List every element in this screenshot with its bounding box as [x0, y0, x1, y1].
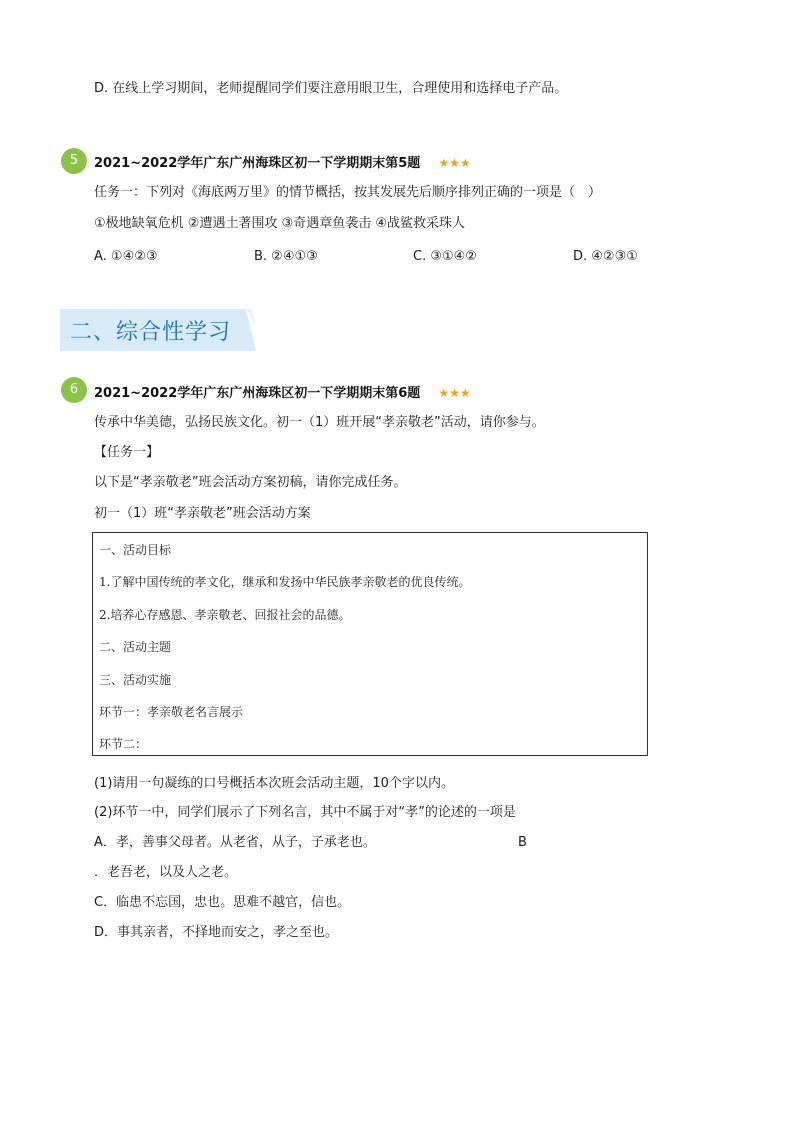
- plan-line: 三、活动实施: [99, 673, 172, 687]
- section-banner: [60, 309, 256, 351]
- difficulty-stars: ★★★: [438, 386, 471, 400]
- plan-line: 1.了解中国传统的孝文化，继承和发扬中华民族孝亲敬老的优良传统。: [99, 575, 471, 589]
- question-header: [94, 384, 471, 403]
- question-stem: 任务一：下列对《海底两万里》的情节概括，按其发展先后顺序排列正确的一项是（ ）: [94, 185, 602, 200]
- plan-title: 初一（1）班“孝亲敬老”班会活动方案: [94, 506, 311, 521]
- question-intro: 传承中华美德，弘扬民族文化。初一（1）班开展“孝亲敬老”活动，请你参与。: [94, 415, 545, 430]
- option-a: A．孝，善事父母者。从老省，从子，子承老也。: [94, 835, 376, 850]
- sub-question-2: (2)环节一中，同学们展示了下列名言，其中不属于对“孝”的论述的一项是: [94, 805, 516, 820]
- question-title: 2021~2022学年广东广州海珠区初一下学期期末第5题: [94, 156, 421, 171]
- question-number-badge: 6: [61, 377, 87, 403]
- option-a: A. ①④②③: [94, 249, 158, 264]
- sub-question-1: (1)请用一句凝练的口号概括本次班会活动主题，10个字以内。: [94, 776, 454, 791]
- section-title: 二、综合性学习: [70, 320, 232, 345]
- option-b-text: ．老吾老，以及人之老。: [94, 865, 238, 880]
- q4-option-d: D. 在线上学习期间，老师提醒同学们要注意用眼卫生，合理使用和选择电子产品。: [94, 81, 568, 96]
- difficulty-stars: ★★★: [438, 156, 471, 170]
- question-title: 2021~2022学年广东广州海珠区初一下学期期末第6题: [94, 386, 421, 401]
- task-label: 【任务一】: [94, 445, 160, 460]
- option-d: D．事其亲者，不择地而安之，孝之至也。: [94, 925, 339, 940]
- question-number-badge: 5: [61, 148, 87, 174]
- plan-line: 2.培养心存感恩、孝亲敬老、回报社会的品德。: [99, 608, 351, 622]
- option-c: C. ③①④②: [413, 249, 477, 264]
- plan-line: 一、活动目标: [99, 543, 172, 557]
- task-description: 以下是“孝亲敬老”班会活动方案初稿，请你完成任务。: [94, 475, 407, 490]
- plan-line: 二、活动主题: [99, 640, 172, 654]
- plan-line: 环节二：: [99, 737, 148, 751]
- option-c: C．临患不忘国，忠也。思难不越官，信也。: [94, 895, 351, 910]
- plan-line: 环节一：孝亲敬老名言展示: [99, 705, 244, 719]
- event-list: ①极地缺氧危机 ②遭遇土著围攻 ③奇遇章鱼袭击 ④战鲨救采珠人: [94, 216, 466, 231]
- option-d: D. ④②③①: [573, 249, 638, 264]
- question-header: [94, 154, 471, 173]
- option-b: B. ②④①③: [254, 249, 318, 264]
- option-b-letter: B: [518, 835, 527, 850]
- activity-plan-box: [92, 532, 648, 756]
